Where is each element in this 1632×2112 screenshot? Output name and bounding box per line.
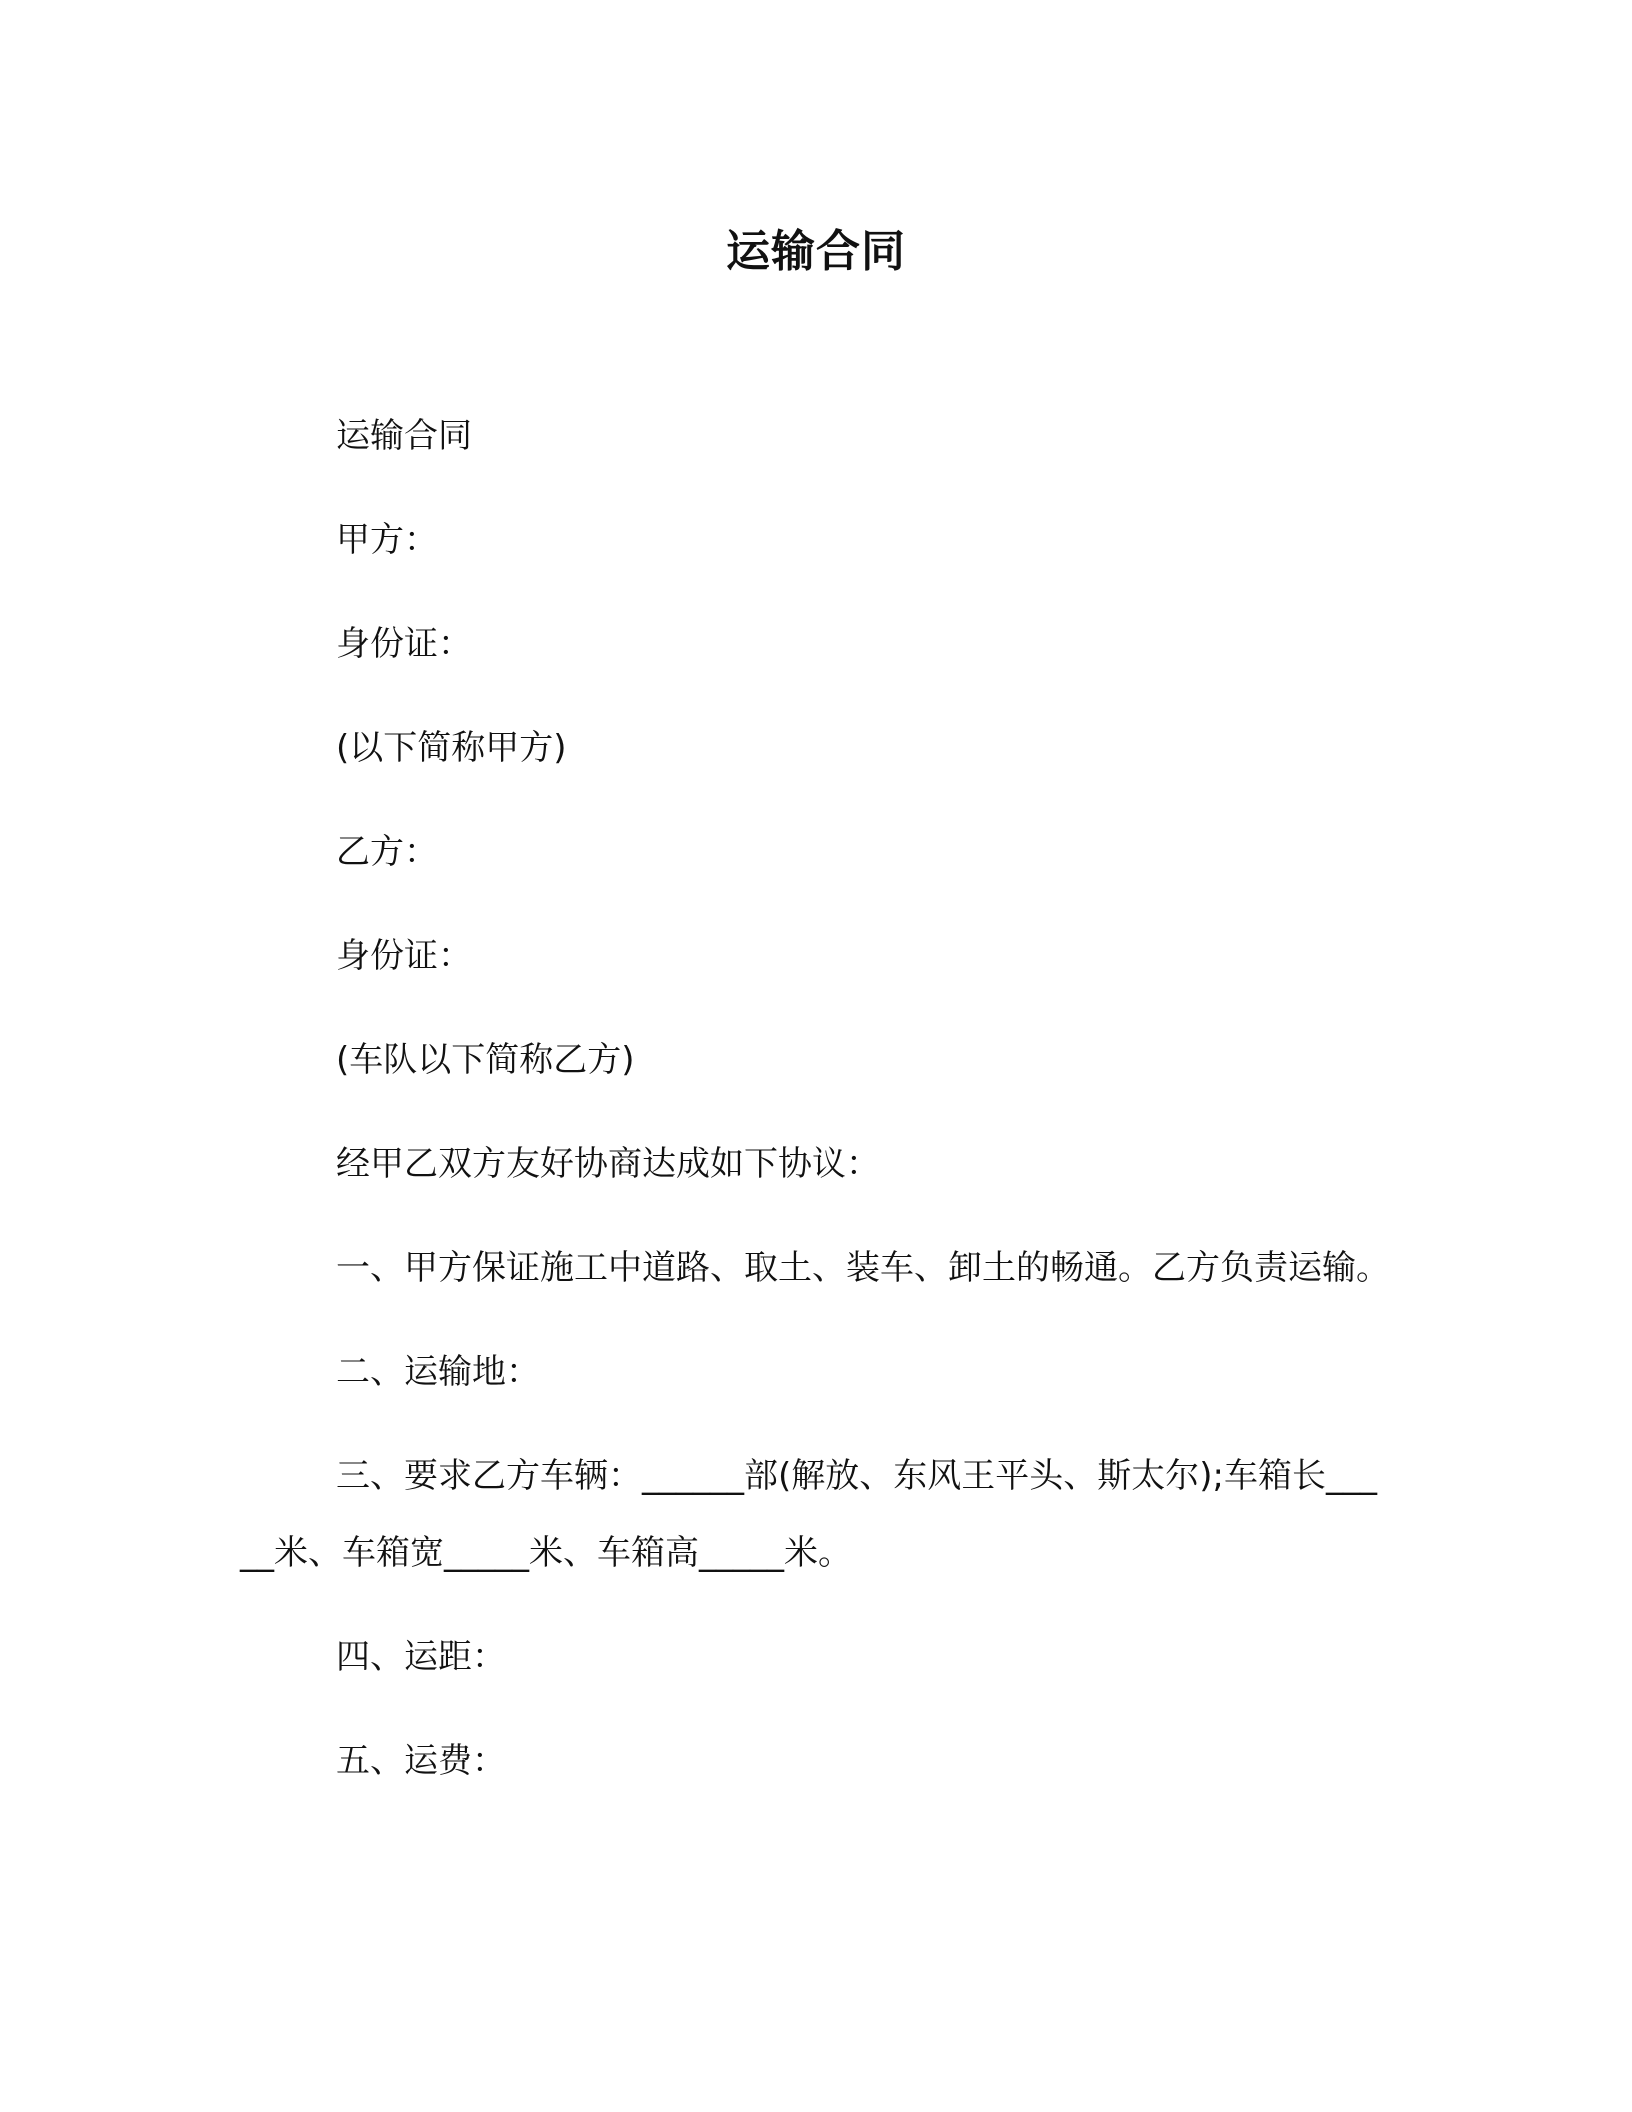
clause-1: 一、甲方保证施工中道路、取土、装车、卸土的畅通。乙方负责运输。 [336, 1248, 1390, 1288]
clause-2: 二、运输地： [336, 1352, 540, 1392]
clause-5: 五、运费： [336, 1741, 506, 1781]
paragraph-party-b: 乙方： [336, 832, 438, 872]
document-title: 运输合同 [726, 226, 906, 277]
clause-4: 四、运距： [336, 1637, 506, 1677]
paragraph-agreement-intro: 经甲乙双方友好协商达成如下协议： [336, 1144, 880, 1184]
paragraph-party-a: 甲方： [336, 520, 438, 560]
paragraph-heading: 运输合同 [336, 416, 472, 456]
document-body [240, 398, 1390, 1827]
clause-3: 三、要求乙方车辆：______部(解放、东风王平头、斯太尔);车箱长_____米、车箱宽_____米、车箱高_____米。 [240, 1456, 1377, 1573]
paragraph-party-a-note: (以下简称甲方) [336, 728, 567, 768]
paragraph-party-b-id: 身份证： [336, 936, 472, 976]
paragraph-party-b-note: (车队以下简称乙方) [336, 1040, 635, 1080]
paragraph-party-a-id: 身份证： [336, 624, 472, 664]
